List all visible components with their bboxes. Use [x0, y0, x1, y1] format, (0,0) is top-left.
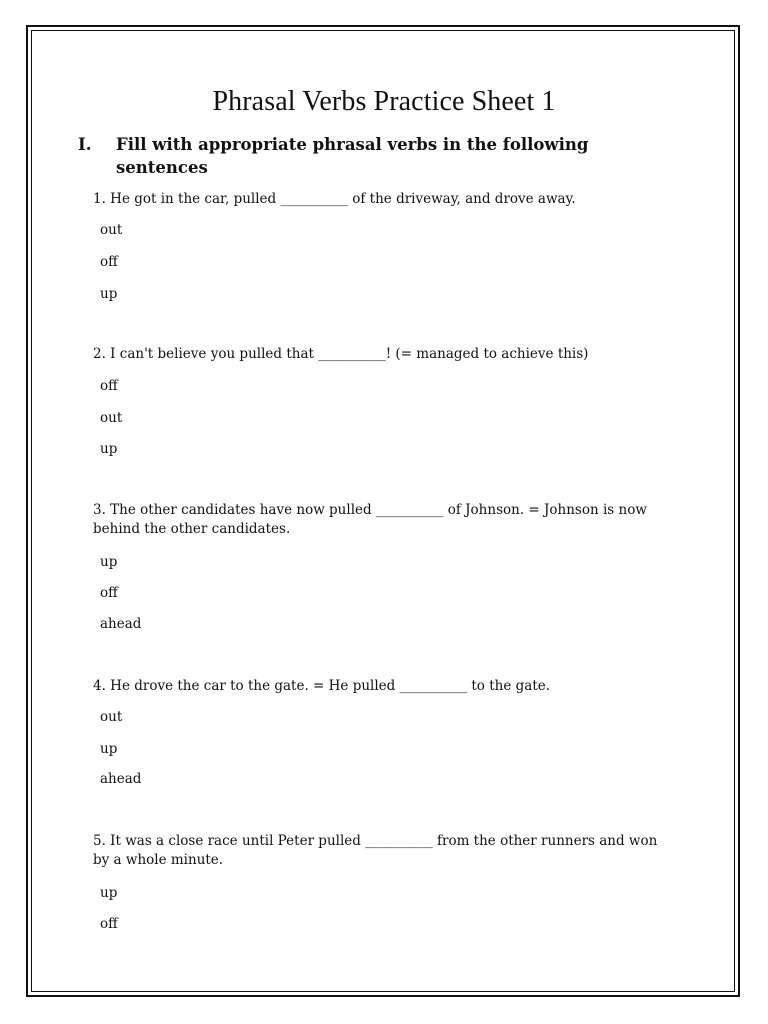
question-5-option-1[interactable]: up	[100, 885, 118, 901]
section-instruction: Fill with appropriate phrasal verbs in the following sentences	[116, 135, 589, 177]
question-4: 4. He drove the car to the gate. = He pulled __________ to the gate.	[93, 678, 551, 694]
question-5: 5. It was a close race until Peter pulled __________ from the other runners and won by a whole minute.	[93, 833, 658, 868]
section-number: I.	[78, 135, 92, 154]
question-5-option-2[interactable]: off	[100, 916, 118, 932]
question-1: 1. He got in the car, pulled __________ of the driveway, and drove away.	[93, 191, 576, 207]
question-4-option-2[interactable]: up	[100, 741, 118, 757]
question-1-option-2[interactable]: off	[100, 254, 118, 270]
question-3-option-2[interactable]: off	[100, 585, 118, 601]
question-3: 3. The other candidates have now pulled __________ of Johnson. = Johnson is now behind the other candidates.	[93, 502, 647, 537]
section-heading	[78, 133, 678, 179]
question-1-option-3[interactable]: up	[100, 286, 118, 302]
question-2: 2. I can't believe you pulled that __________! (= managed to achieve this)	[93, 346, 589, 362]
question-2-option-2[interactable]: out	[100, 410, 123, 426]
page-title: Phrasal Verbs Practice Sheet 1	[212, 86, 556, 117]
question-3-option-1[interactable]: up	[100, 554, 118, 570]
question-3-option-3[interactable]: ahead	[100, 616, 142, 632]
question-2-option-1[interactable]: off	[100, 378, 118, 394]
question-1-option-1[interactable]: out	[100, 222, 123, 238]
question-2-option-3[interactable]: up	[100, 441, 118, 457]
question-4-option-3[interactable]: ahead	[100, 771, 142, 787]
question-4-option-1[interactable]: out	[100, 709, 123, 725]
